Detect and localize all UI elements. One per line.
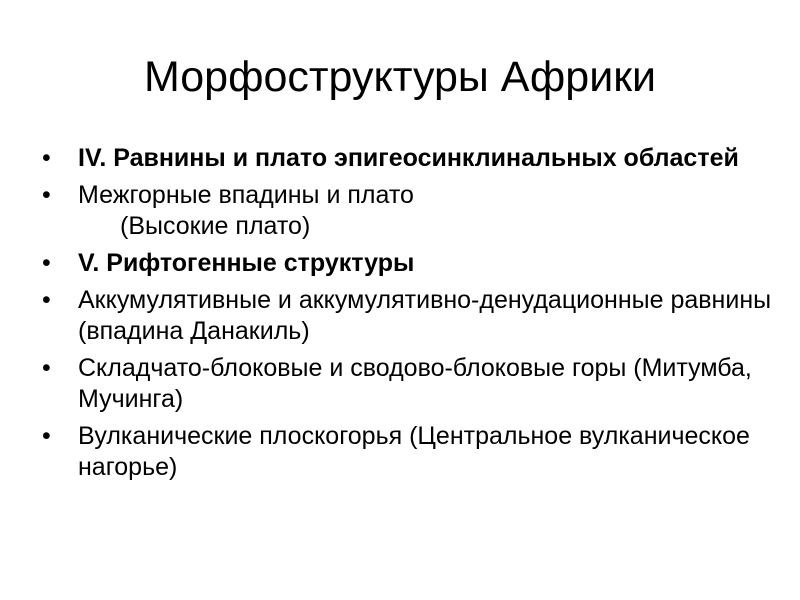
list-item (40, 285, 780, 347)
slide-title: Морфоструктуры Африки (143, 53, 657, 101)
list-item-text: V. Рифтогенные структуры (78, 249, 415, 277)
bullet-icon: • (42, 286, 51, 314)
list-item-subline: (Высокие плато) (120, 212, 311, 240)
list-item (40, 143, 780, 174)
list-item (40, 248, 780, 279)
list-item (40, 353, 780, 415)
list-item-text: Вулканические плоскогорья (Центральное вулканическое нагорье) (78, 422, 750, 481)
list-item (40, 180, 780, 242)
list-item-text: IV. Равнины и плато эпигеосинклинальных областей (78, 144, 739, 172)
list-item-text: Складчато-блоковые и сводово-блоковые горы (Митумба, Мучинга) (78, 354, 752, 413)
bullet-list (40, 143, 780, 489)
list-item (40, 421, 780, 483)
list-item-text: Аккумулятивные и аккумулятивно-денудационные равнины (впадина Данакиль) (78, 286, 772, 345)
bullet-icon: • (42, 354, 51, 382)
bullet-icon: • (42, 422, 51, 450)
bullet-icon: • (42, 249, 51, 277)
bullet-icon: • (42, 144, 51, 172)
list-item-text: Межгорные впадины и плато (78, 181, 414, 209)
bullet-icon: • (42, 181, 51, 209)
